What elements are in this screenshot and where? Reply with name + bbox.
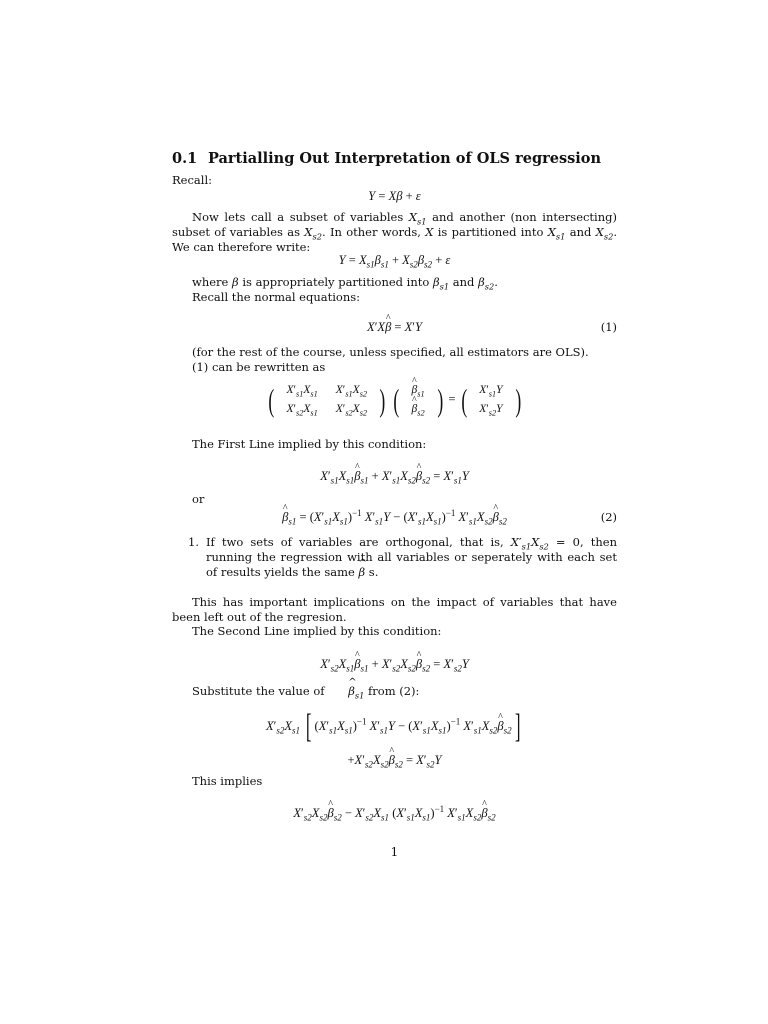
- section-heading: [172, 150, 617, 168]
- model-equation: Y = Xβ + ε: [368, 189, 421, 203]
- paragraph-first-line: The First Line implied by this condition:: [192, 437, 427, 451]
- paragraph-beta-partition: where β is appropriately partitioned into $\beta_{s1}$ and $\beta_{s2}$.: [192, 275, 498, 292]
- section-number: 0.1: [172, 150, 198, 167]
- section-title: Partialling Out Interpretation of OLS regression: [208, 150, 601, 167]
- paragraph-implications: This has important implications on the impact of variables that have been left out of the regresion.: [172, 595, 617, 624]
- cross-product-matrix: $X'_{s1}X_{s1}$ $X'_{s1}X_{s2}$ $X'_{s2}X_{s1}$ $X'_{s2}X_{s2}$: [286, 384, 368, 418]
- paragraph-ols-note: (for the rest of the course, unless specified, all estimators are OLS).: [192, 345, 589, 359]
- list-item-orthogonal: 1. If two sets of variables are orthogonal, that is, $X'_{s1}X_{s2} = 0$, then running the regression with all variables or seperately with each set of results yields the same ^ β s.: [192, 535, 617, 580]
- equation-2: ^ $\beta_{s1} = (X'_{s1}X_{s1})^{-1}$ $X'_{s1}Y - (X'_{s1}X_{s1})^{-1}$ $X'_{s1}X_{s2}\^{}$ $\beta_{s2}$ (2): [172, 510, 617, 525]
- list-item-number: 1.: [188, 535, 199, 549]
- substitution-equation: $X'_{s2}X_{s1}$ [ $(X'_{s1}X_{s1})^{-1}$ $X'_{s1}Y - (X'_{s1}X_{s1})^{-1}$ $X'_{s1}X_{s2}\^{}$ $\beta_{s2}$]: [172, 710, 617, 744]
- equation-1-number: (1): [600, 320, 617, 334]
- page-number: 1: [390, 845, 399, 859]
- partitioned-model-equation: $Y = X_{s1}\beta_{s1} + X_{s2}\beta_{s2} + \varepsilon$: [338, 253, 451, 270]
- paragraph-normal-equations: Recall the normal equations:: [192, 290, 361, 304]
- matrix-equation: ( $X'_{s1}X_{s1}$ $X'_{s1}X_{s2}$ $X'_{s2}X_{s1}$ $X'_{s2}X_{s2}$ ) (^ $\beta_{s1}$ ^ $\beta_{s2}$ ) = ( $X'_{s1}Y$ $X'_{s2}Y$ ): [172, 380, 617, 420]
- recall-label: Recall:: [172, 173, 212, 187]
- document-page: [172, 0, 617, 1024]
- paragraph-rewritten: (1) can be rewritten as: [192, 360, 326, 374]
- equation-2-number: (2): [600, 510, 617, 524]
- substitution-equation-continued: $+X'_{s2}X_{s2}\^{}$ $\beta_{s2} = X'_{s2}Y$: [172, 753, 617, 768]
- first-line-equation: $X'_{s1}X_{s1}\^{}$ $\beta_{s1}$ + $X'_{s1}X_{s2}\^{}$ $\beta_{s2} = X'_{s1}Y$: [172, 469, 617, 484]
- paragraph-substitute: Substitute the value of ^ $\beta_{s1}$ from (2):: [172, 684, 617, 699]
- equation-1: X′X^ β = X′Y (1): [172, 320, 617, 335]
- paragraph-partition: Now lets call a subset of variables $X_{s1}$ and another (non intersecting) subset of variables as $X_{s2}$. In other words, X is partitioned into $X_{s1}$ and $X_{s2}$. We can therefore write:: [172, 210, 617, 254]
- or-text: or: [192, 492, 205, 506]
- paragraph-second-line: The Second Line implied by this condition:: [192, 624, 442, 638]
- second-line-equation: $X'_{s2}X_{s1}\^{}$ $\beta_{s1}$ + $X'_{s2}X_{s2}\^{}$ $\beta_{s2} = X'_{s2}Y$: [172, 657, 617, 672]
- beta-hat-vector: ^ $\beta_{s1}$ ^ $\beta_{s2}$: [402, 380, 435, 420]
- implied-equation: $X'_{s2}X_{s2}\^{}$ $\beta_{s2} - X'_{s2}X_{s1}$ $(X'_{s1}X_{s1})^{-1}$ $X'_{s1}X_{s2}\^{}$ $\beta_{s2}$: [172, 806, 617, 821]
- xy-vector: $X'_{s1}Y$ $X'_{s2}Y$: [479, 384, 503, 418]
- paragraph-this-implies: This implies: [192, 774, 263, 788]
